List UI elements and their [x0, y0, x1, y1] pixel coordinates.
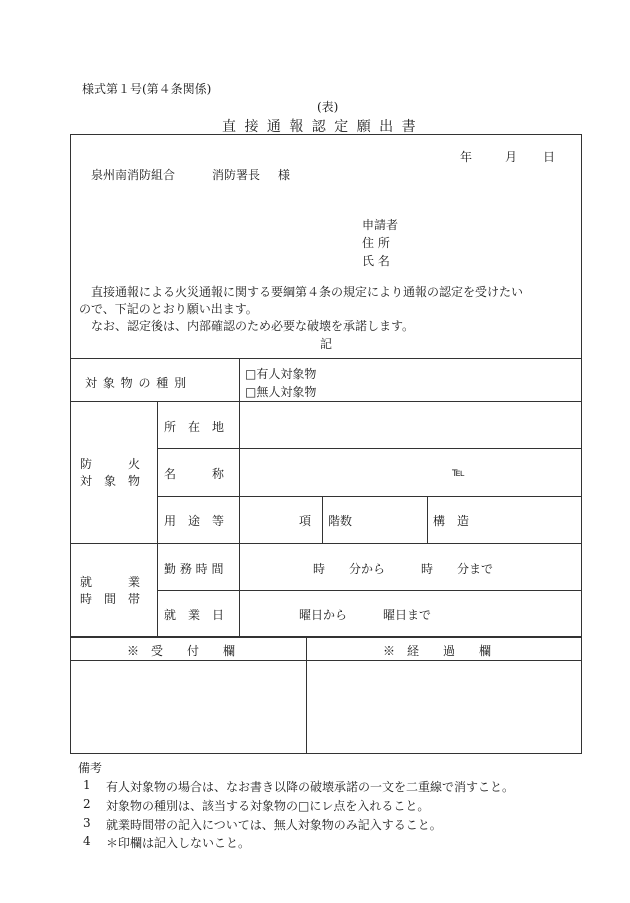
note-number: 4	[83, 834, 91, 848]
ki-label: 記	[320, 337, 333, 351]
note-number: 3	[83, 816, 91, 830]
vrule-columns	[306, 637, 307, 754]
date-day: 日	[543, 150, 556, 164]
note-text: 有人対象物の場合は、なお書き以降の破壊承諾の一文を二重線で消すこと。	[106, 780, 515, 794]
body-line-3: なお、認定後は、内部確認のため必要な破壊を承諾します。	[91, 319, 415, 333]
structure-label: 構 造	[433, 514, 470, 528]
vrule-label	[239, 401, 240, 637]
rule-hours-row	[157, 590, 582, 591]
note-number: 1	[83, 778, 91, 792]
vrule-type	[239, 358, 240, 401]
type-option-unmanned: □無人対象物	[245, 385, 317, 399]
addressee-honorific: 様	[278, 168, 291, 182]
tel-label: ℡	[452, 465, 465, 479]
rule-columns-header	[70, 660, 582, 661]
reception-column-header: ※ 受 付 欄	[127, 644, 236, 658]
body-line-2: ので、下記のとおり願い出ます。	[79, 302, 258, 316]
type-option-manned: □有人対象物	[245, 367, 317, 381]
type-label: 対 象 物 の 種 別	[85, 376, 188, 390]
bouka-label-1: 防 火	[80, 457, 141, 471]
location-label: 所 在 地	[164, 420, 225, 434]
rule-location-row	[157, 448, 582, 449]
floors-label: 階数	[328, 514, 353, 528]
name-label: 名 称	[164, 467, 225, 481]
note-text: 就業時間帯の記入については、無人対象物のみ記入すること。	[106, 818, 442, 832]
kou-label: 項	[299, 514, 312, 528]
work-hours-value: 時 分から 時 分まで	[313, 562, 494, 576]
rule-days-row	[70, 636, 582, 638]
form-number: 様式第１号(第４条関係)	[82, 82, 212, 96]
work-days-value: 曜日から 曜日まで	[299, 608, 432, 622]
side-label: (表)	[317, 100, 339, 114]
applicant-label: 申請者	[362, 218, 399, 232]
work-days-label: 就 業 日	[164, 608, 225, 622]
applicant-name-label: 氏 名	[362, 254, 390, 268]
form-frame	[70, 134, 582, 754]
work-label-1: 就 業	[80, 575, 141, 589]
date-month: 月	[505, 150, 518, 164]
rule-top-section	[70, 358, 582, 359]
body-line-1: 直接通報による火災通報に関する要綱第４条の規定により通報の認定を受けたい	[91, 285, 524, 299]
work-hours-label: 勤 務 時 間	[164, 562, 224, 576]
rule-use-row	[70, 543, 582, 544]
use-label: 用 途 等	[164, 514, 225, 528]
work-label-2: 時 間 帯	[80, 592, 141, 606]
note-text: ＊印欄は記入しないこと。	[106, 836, 251, 850]
note-text: 対象物の種別は、該当する対象物の□にレ点を入れること。	[106, 799, 430, 813]
applicant-address-label: 住 所	[362, 236, 390, 250]
vrule-category	[157, 401, 158, 637]
vrule-floors	[427, 496, 428, 543]
vrule-kou	[322, 496, 323, 543]
rule-name-row	[157, 496, 582, 497]
notes-heading: 備考	[78, 761, 103, 775]
date-year: 年	[460, 150, 473, 164]
page-title: 直 接 通 報 認 定 願 出 書	[222, 119, 418, 135]
addressee-position: 消防署長	[212, 168, 261, 182]
progress-column-header: ※ 経 過 欄	[383, 644, 492, 658]
addressee-org: 泉州南消防組合	[91, 168, 176, 182]
rule-type-row	[70, 401, 582, 402]
bouka-label-2: 対 象 物	[80, 474, 141, 488]
note-number: 2	[83, 797, 91, 811]
